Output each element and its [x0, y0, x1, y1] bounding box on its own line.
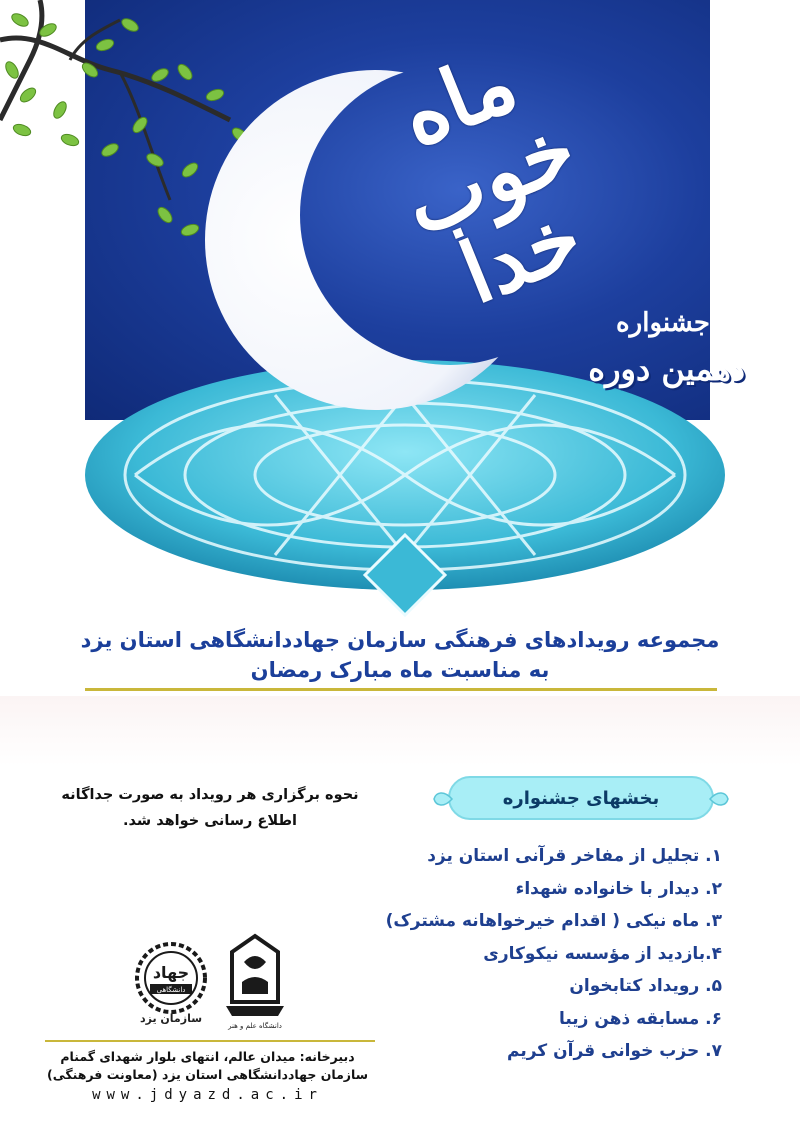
logo-sub: دانشگاهی — [156, 986, 186, 994]
sections-title: بخشهای جشنواره — [502, 787, 660, 809]
address-line: سازمان جهاددانشگاهی استان یزد (معاونت فرهنگی) — [47, 1067, 368, 1082]
calligraphy-title: ماه خوب خدا — [386, 31, 595, 323]
notice-line: اطلاع رسانی خواهد شد. — [123, 813, 297, 829]
address — [40, 1048, 375, 1084]
list-item: ۶. مسابقه ذهن زیبا — [558, 1008, 722, 1029]
logo-caption: دانشگاه علم و هنر — [228, 1022, 282, 1030]
notice-text — [60, 782, 360, 834]
address-line: دبیرخانه: میدان عالم، انتهای بلوار شهدای گمنام — [60, 1049, 355, 1064]
divider — [85, 688, 717, 691]
divider — [45, 1040, 375, 1042]
list-item: ۳. ماه نیکی ( اقدام خیرخواهانه مشترک) — [385, 911, 722, 931]
list-item: ۵. رویداد کتابخوان — [569, 976, 722, 996]
sections-list — [385, 840, 722, 1068]
edition-label: دهمین دوره — [588, 350, 745, 388]
flourish-icon — [432, 788, 454, 810]
logo-name: جهاد — [152, 963, 190, 982]
website-link[interactable]: www.jdyazd.ac.ir — [92, 1087, 323, 1103]
list-item: ۱. تجلیل از مفاخر قرآنی استان یزد — [427, 846, 722, 866]
notice-line: نحوه برگزاری هر رویداد به صورت جداگانه — [61, 787, 359, 803]
subtitle-line: به مناسبت ماه مبارک رمضان — [250, 658, 550, 682]
list-item: ۲. دیدار با خانواده شهداء — [515, 878, 722, 899]
festival-label: جشنواره — [616, 308, 710, 338]
subtitle — [60, 625, 740, 685]
subtitle-line: مجموعه رویدادهای فرهنگی سازمان جهاددانشگاهی استان یزد — [80, 628, 720, 652]
logo-caption: سازمان یزد — [139, 1012, 203, 1025]
flourish-icon — [708, 788, 730, 810]
background-band — [0, 696, 800, 766]
list-item: ۷. حزب خوانی قرآن کریم — [507, 1041, 722, 1061]
sections-badge — [448, 776, 714, 820]
university-logo — [222, 932, 288, 1022]
list-item: ۴.بازدید از مؤسسه نیکوکاری — [483, 943, 722, 964]
